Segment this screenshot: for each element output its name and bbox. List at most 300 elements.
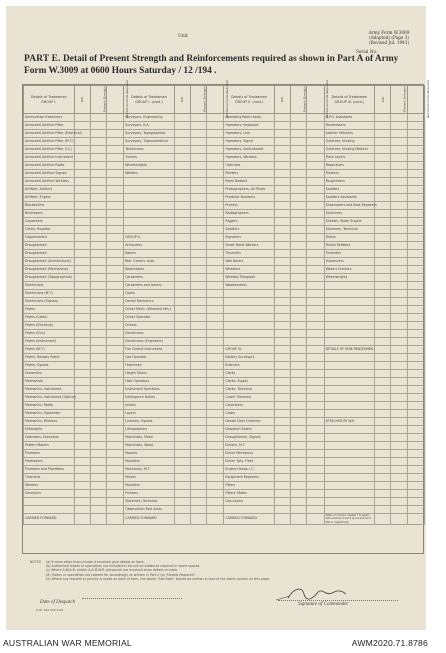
value-cell[interactable] [375,218,391,226]
value-cell[interactable] [275,226,291,234]
value-cell[interactable] [407,282,424,290]
value-cell[interactable] [291,250,307,258]
value-cell[interactable] [207,330,224,338]
value-cell[interactable] [375,162,391,170]
value-cell[interactable] [107,282,124,290]
value-cell[interactable] [90,258,106,266]
value-cell[interactable] [107,162,124,170]
value-cell[interactable] [407,202,424,210]
value-cell[interactable] [407,242,424,250]
value-cell[interactable] [407,210,424,218]
value-cell[interactable] [391,202,407,210]
value-cell[interactable] [191,202,207,210]
value-cell[interactable] [191,450,207,458]
value-cell[interactable] [174,378,190,386]
value-cell[interactable] [174,306,190,314]
value-cell[interactable] [307,330,324,338]
value-cell[interactable] [391,146,407,154]
value-cell[interactable] [407,458,424,466]
value-cell[interactable] [391,498,407,506]
value-cell[interactable] [74,258,90,266]
value-cell[interactable] [307,250,324,258]
value-cell[interactable] [291,314,307,322]
value-cell[interactable] [74,450,90,458]
value-cell[interactable] [307,450,324,458]
value-cell[interactable] [291,418,307,426]
value-cell[interactable] [207,154,224,162]
value-cell[interactable] [191,370,207,378]
value-cell[interactable] [90,346,106,354]
value-cell[interactable] [391,114,407,122]
value-cell[interactable] [174,338,190,346]
value-cell[interactable] [107,482,124,490]
value-cell[interactable] [391,314,407,322]
value-cell[interactable] [391,450,407,458]
value-cell[interactable] [107,314,124,322]
value-cell[interactable] [307,354,324,362]
value-cell[interactable] [174,250,190,258]
value-cell[interactable] [107,146,124,154]
value-cell[interactable] [191,378,207,386]
value-cell[interactable] [375,418,391,426]
value-cell[interactable] [207,186,224,194]
value-cell[interactable] [74,114,90,122]
value-cell[interactable] [391,410,407,418]
value-cell[interactable] [275,410,291,418]
value-cell[interactable] [174,354,190,362]
value-cell[interactable] [90,330,106,338]
value-cell[interactable] [407,482,424,490]
value-cell[interactable] [90,226,106,234]
value-cell[interactable] [291,442,307,450]
value-cell[interactable] [74,226,90,234]
value-cell[interactable] [107,194,124,202]
value-cell[interactable] [74,298,90,306]
value-cell[interactable] [291,146,307,154]
value-cell[interactable] [375,202,391,210]
value-cell[interactable] [107,114,124,122]
value-cell[interactable] [90,234,106,242]
value-cell[interactable] [375,290,391,298]
value-cell[interactable] [391,370,407,378]
value-cell[interactable] [191,194,207,202]
value-cell[interactable] [375,250,391,258]
value-cell[interactable] [291,498,307,506]
value-cell[interactable] [90,202,106,210]
value-cell[interactable] [174,370,190,378]
value-cell[interactable] [275,474,291,482]
value-cell[interactable] [174,130,190,138]
value-cell[interactable] [191,362,207,370]
value-cell[interactable] [74,386,90,394]
value-cell[interactable] [275,242,291,250]
value-cell[interactable] [207,170,224,178]
value-cell[interactable] [391,418,407,426]
value-cell[interactable] [291,434,307,442]
value-cell[interactable] [174,290,190,298]
value-cell[interactable] [407,162,424,170]
value-cell[interactable] [191,122,207,130]
value-cell[interactable] [207,290,224,298]
value-cell[interactable] [391,458,407,466]
value-cell[interactable] [107,362,124,370]
value-cell[interactable] [407,306,424,314]
value-cell[interactable] [307,122,324,130]
value-cell[interactable] [307,178,324,186]
value-cell[interactable] [391,250,407,258]
value-cell[interactable] [174,274,190,282]
value-cell[interactable] [207,234,224,242]
value-cell[interactable] [391,274,407,282]
value-cell[interactable] [107,218,124,226]
value-cell[interactable] [291,466,307,474]
value-cell[interactable] [191,442,207,450]
value-cell[interactable] [291,346,307,354]
value-cell[interactable] [207,362,224,370]
value-cell[interactable] [74,426,90,434]
value-cell[interactable] [74,250,90,258]
value-cell[interactable] [191,482,207,490]
value-cell[interactable] [207,434,224,442]
value-cell[interactable] [174,178,190,186]
value-cell[interactable] [391,282,407,290]
value-cell[interactable] [74,458,90,466]
value-cell[interactable] [191,394,207,402]
value-cell[interactable] [407,338,424,346]
value-cell[interactable] [375,434,391,442]
value-cell[interactable] [74,314,90,322]
value-cell[interactable] [307,338,324,346]
value-cell[interactable] [307,426,324,434]
value-cell[interactable] [174,442,190,450]
value-cell[interactable] [307,210,324,218]
value-cell[interactable] [307,186,324,194]
value-cell[interactable] [391,130,407,138]
value-cell[interactable] [275,170,291,178]
value-cell[interactable] [291,426,307,434]
value-cell[interactable] [90,274,106,282]
value-cell[interactable] [307,322,324,330]
value-cell[interactable] [407,250,424,258]
value-cell[interactable] [107,258,124,266]
value-cell[interactable] [191,162,207,170]
value-cell[interactable] [391,234,407,242]
value-cell[interactable] [391,482,407,490]
value-cell[interactable] [375,442,391,450]
value-cell[interactable] [191,234,207,242]
value-cell[interactable] [275,258,291,266]
value-cell[interactable] [307,130,324,138]
value-cell[interactable] [291,194,307,202]
value-cell[interactable] [375,474,391,482]
value-cell[interactable] [191,170,207,178]
value-cell[interactable] [291,114,307,122]
value-cell[interactable] [174,282,190,290]
value-cell[interactable] [74,210,90,218]
value-cell[interactable] [407,258,424,266]
value-cell[interactable] [307,386,324,394]
value-cell[interactable] [74,290,90,298]
value-cell[interactable] [291,162,307,170]
value-cell[interactable] [407,442,424,450]
value-cell[interactable] [275,402,291,410]
total-cell[interactable] [207,514,224,525]
value-cell[interactable] [375,362,391,370]
value-cell[interactable] [375,258,391,266]
value-cell[interactable] [107,154,124,162]
value-cell[interactable] [90,130,106,138]
value-cell[interactable] [275,498,291,506]
value-cell[interactable] [191,418,207,426]
value-cell[interactable] [291,458,307,466]
value-cell[interactable] [307,154,324,162]
value-cell[interactable] [207,506,224,514]
value-cell[interactable] [375,482,391,490]
value-cell[interactable] [407,418,424,426]
value-cell[interactable] [107,266,124,274]
value-cell[interactable] [107,394,124,402]
value-cell[interactable] [291,410,307,418]
value-cell[interactable] [74,346,90,354]
value-cell[interactable] [207,450,224,458]
value-cell[interactable] [107,386,124,394]
value-cell[interactable] [307,226,324,234]
value-cell[interactable] [275,210,291,218]
value-cell[interactable] [407,370,424,378]
value-cell[interactable] [74,322,90,330]
value-cell[interactable] [391,362,407,370]
value-cell[interactable] [90,466,106,474]
value-cell[interactable] [407,434,424,442]
value-cell[interactable] [307,170,324,178]
value-cell[interactable] [207,242,224,250]
value-cell[interactable] [375,378,391,386]
value-cell[interactable] [74,410,90,418]
value-cell[interactable] [391,434,407,442]
total-cell[interactable] [391,514,407,525]
value-cell[interactable] [307,114,324,122]
value-cell[interactable] [275,370,291,378]
value-cell[interactable] [107,226,124,234]
value-cell[interactable] [375,194,391,202]
value-cell[interactable] [407,362,424,370]
value-cell[interactable] [307,194,324,202]
value-cell[interactable] [275,482,291,490]
value-cell[interactable] [375,314,391,322]
value-cell[interactable] [291,306,307,314]
value-cell[interactable] [307,370,324,378]
value-cell[interactable] [107,298,124,306]
value-cell[interactable] [74,362,90,370]
value-cell[interactable] [407,506,424,514]
value-cell[interactable] [275,378,291,386]
value-cell[interactable] [407,138,424,146]
value-cell[interactable] [174,386,190,394]
value-cell[interactable] [74,394,90,402]
value-cell[interactable] [207,258,224,266]
value-cell[interactable] [74,354,90,362]
value-cell[interactable] [207,410,224,418]
value-cell[interactable] [207,354,224,362]
total-cell[interactable] [275,514,291,525]
value-cell[interactable] [391,298,407,306]
value-cell[interactable] [191,242,207,250]
value-cell[interactable] [207,114,224,122]
value-cell[interactable] [391,226,407,234]
value-cell[interactable] [407,170,424,178]
value-cell[interactable] [275,354,291,362]
value-cell[interactable] [90,138,106,146]
value-cell[interactable] [174,114,190,122]
value-cell[interactable] [291,370,307,378]
value-cell[interactable] [207,322,224,330]
total-cell[interactable] [74,514,90,525]
value-cell[interactable] [90,266,106,274]
value-cell[interactable] [275,290,291,298]
value-cell[interactable] [291,290,307,298]
value-cell[interactable] [375,146,391,154]
value-cell[interactable] [191,402,207,410]
value-cell[interactable] [307,290,324,298]
value-cell[interactable] [74,154,90,162]
value-cell[interactable] [307,418,324,426]
value-cell[interactable] [74,402,90,410]
value-cell[interactable] [74,442,90,450]
value-cell[interactable] [391,138,407,146]
value-cell[interactable] [207,386,224,394]
total-cell[interactable] [291,514,307,525]
value-cell[interactable] [407,186,424,194]
value-cell[interactable] [90,402,106,410]
value-cell[interactable] [174,450,190,458]
value-cell[interactable] [107,306,124,314]
value-cell[interactable] [74,370,90,378]
value-cell[interactable] [307,466,324,474]
value-cell[interactable] [207,218,224,226]
value-cell[interactable] [207,282,224,290]
value-cell[interactable] [107,426,124,434]
value-cell[interactable] [275,274,291,282]
value-cell[interactable] [391,330,407,338]
value-cell[interactable] [391,122,407,130]
value-cell[interactable] [90,114,106,122]
value-cell[interactable] [90,386,106,394]
value-cell[interactable] [191,354,207,362]
value-cell[interactable] [275,250,291,258]
value-cell[interactable] [207,418,224,426]
value-cell[interactable] [407,378,424,386]
value-cell[interactable] [407,322,424,330]
value-cell[interactable] [307,474,324,482]
value-cell[interactable] [391,178,407,186]
value-cell[interactable] [107,370,124,378]
value-cell[interactable] [174,434,190,442]
value-cell[interactable] [291,122,307,130]
value-cell[interactable] [307,362,324,370]
value-cell[interactable] [307,266,324,274]
value-cell[interactable] [107,402,124,410]
value-cell[interactable] [391,266,407,274]
value-cell[interactable] [90,338,106,346]
value-cell[interactable] [107,138,124,146]
value-cell[interactable] [291,298,307,306]
value-cell[interactable] [375,186,391,194]
value-cell[interactable] [307,162,324,170]
value-cell[interactable] [291,362,307,370]
value-cell[interactable] [275,162,291,170]
value-cell[interactable] [74,266,90,274]
value-cell[interactable] [391,378,407,386]
value-cell[interactable] [90,290,106,298]
value-cell[interactable] [407,266,424,274]
value-cell[interactable] [90,242,106,250]
value-cell[interactable] [174,410,190,418]
value-cell[interactable] [375,458,391,466]
value-cell[interactable] [375,386,391,394]
value-cell[interactable] [107,450,124,458]
value-cell[interactable] [107,418,124,426]
value-cell[interactable] [407,194,424,202]
value-cell[interactable] [90,458,106,466]
value-cell[interactable] [275,386,291,394]
value-cell[interactable] [207,250,224,258]
value-cell[interactable] [375,338,391,346]
value-cell[interactable] [207,306,224,314]
value-cell[interactable] [291,474,307,482]
value-cell[interactable] [74,474,90,482]
value-cell[interactable] [107,330,124,338]
value-cell[interactable] [391,258,407,266]
value-cell[interactable] [275,346,291,354]
value-cell[interactable] [407,394,424,402]
value-cell[interactable] [191,386,207,394]
value-cell[interactable] [375,154,391,162]
value-cell[interactable] [207,298,224,306]
value-cell[interactable] [191,466,207,474]
value-cell[interactable] [174,242,190,250]
value-cell[interactable] [191,210,207,218]
value-cell[interactable] [275,130,291,138]
value-cell[interactable] [174,426,190,434]
value-cell[interactable] [207,466,224,474]
value-cell[interactable] [291,218,307,226]
value-cell[interactable] [74,306,90,314]
value-cell[interactable] [307,242,324,250]
value-cell[interactable] [275,306,291,314]
value-cell[interactable] [207,482,224,490]
value-cell[interactable] [407,226,424,234]
value-cell[interactable] [90,306,106,314]
value-cell[interactable] [391,346,407,354]
value-cell[interactable] [391,490,407,498]
value-cell[interactable] [107,434,124,442]
value-cell[interactable] [207,146,224,154]
value-cell[interactable] [107,346,124,354]
value-cell[interactable] [174,226,190,234]
value-cell[interactable] [291,242,307,250]
value-cell[interactable] [207,122,224,130]
value-cell[interactable] [174,482,190,490]
value-cell[interactable] [407,466,424,474]
value-cell[interactable] [375,122,391,130]
value-cell[interactable] [407,498,424,506]
value-cell[interactable] [275,114,291,122]
value-cell[interactable] [207,458,224,466]
value-cell[interactable] [391,322,407,330]
value-cell[interactable] [90,474,106,482]
value-cell[interactable] [191,346,207,354]
value-cell[interactable] [90,282,106,290]
